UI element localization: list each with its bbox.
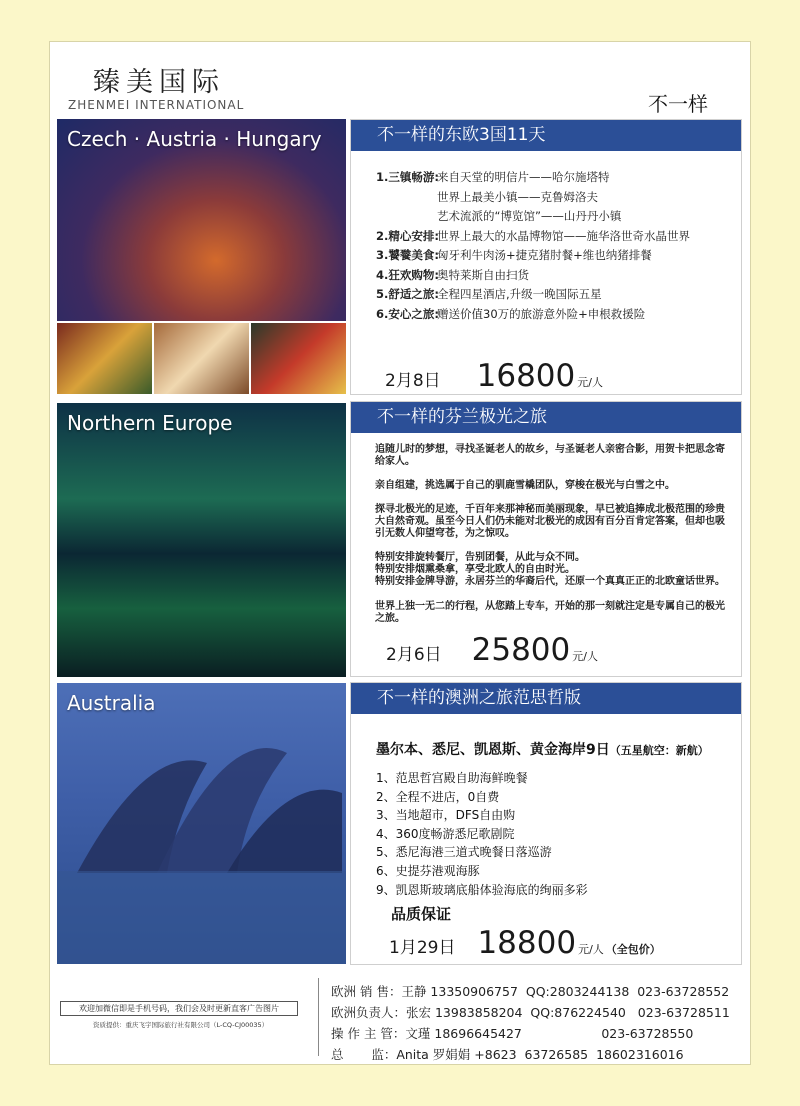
opera-house-silhouette [57,683,346,964]
footer-divider [318,978,319,1056]
price-unit: 元/人 [578,943,604,956]
route-text: 墨尔本、悉尼、凯恩斯、黄金海岸9日 [376,742,610,758]
highlight-item: 6、史提芬港观海豚 [376,863,480,878]
tour-highlights [376,168,690,324]
photo-title: Northern Europe [67,411,233,435]
contact-line: 操 作 主 管：文瑾 18696645427 023-63728550 [331,1026,694,1041]
tour-panel-australia [350,682,742,965]
price-value: 18800 [477,925,577,961]
highlight-item: 6.安心之旅: 赠送价值30万的旅游意外险+申根救援险 [376,306,646,321]
highlight-item: 5.舒适之旅: 全程四星酒店,升级一晚国际五星 [376,287,602,301]
photo-aurora [57,403,346,677]
tour-panel-east-europe [350,119,742,395]
highlight-item: 5、悉尼海港三道式晚餐日落巡游 [376,845,552,860]
contact-list [331,981,730,1065]
brand-logo-cn: 臻美国际 [93,67,225,98]
tour-title: 不一样的东欧3国11天 [351,120,741,151]
tour-highlights [376,769,588,899]
tour-title: 不一样的澳洲之旅范思哲版 [351,683,741,714]
price-value: 25800 [471,632,571,668]
highlight-item: 3.饕餮美食: 匈牙利牛肉汤+捷克猪肘餐+维也纳猪排餐 [376,248,652,262]
highlight-item: 艺术流派的“博览馆”——山丹丹小镇 [437,209,622,223]
route-note: （五星航空：新航） [609,744,709,757]
tour-paragraph: 追随儿时的梦想，寻找圣诞老人的故乡，与圣诞老人亲密合影，用贺卡把思念寄给家人。 [375,444,725,467]
photo-prague-square [57,119,346,321]
price-unit: 元/人 [577,376,603,389]
highlight-item: 1、范思哲宫殿自助海鲜晚餐 [376,771,528,785]
price-note: （全包价） [605,943,661,956]
photo-market-2 [154,323,249,394]
photo-market-3 [251,323,346,394]
tour-price [386,632,598,668]
tour-price [389,925,661,961]
quality-guarantee: 品质保证 [391,905,452,923]
tour-paragraph: 亲自组建，挑选属于自己的驯鹿雪橇团队，穿梭在极光与白雪之中。 [375,480,675,491]
price-value: 16800 [476,358,576,394]
highlight-item: 3、当地超市，DFS自由购 [376,808,516,823]
brand-tagline: 不一样 [648,92,708,116]
photo-sydney-opera-house [57,683,346,964]
tour-paragraph: 世界上独一无二的行程，从您踏上专车，开始的那一刻就注定是专属自己的极光之旅。 [375,601,725,624]
highlight-item: 4、360度畅游悉尼歌剧院 [376,826,515,841]
highlight-item: 9、凯恩斯玻璃底船体验海底的绚丽多彩 [376,882,588,897]
highlight-item: 2.精心安排: 世界上最大的水晶博物馆——施华洛世奇水晶世界 [376,228,690,243]
departure-date: 2月6日 [386,645,442,665]
highlight-item: 2、全程不进店，0自费 [376,789,500,804]
photo-title: Australia [67,691,156,715]
price-unit: 元/人 [572,650,598,663]
contact-line: 欧洲 销 售：王静 13350906757 QQ:2803244138 023-63728552 [331,984,730,999]
departure-date: 1月29日 [389,938,456,958]
highlight-item: 1.三镇畅游: 来自天堂的明信片——哈尔施塔特 [376,170,610,184]
agency-license: 资质提供：重庆飞宇国际旅行社有限公司（L-CQ-CJ00035） [93,1021,269,1029]
photo-title: Czech · Austria · Hungary [67,127,322,151]
highlight-item: 世界上最美小镇——克鲁姆洛夫 [437,189,598,204]
tour-paragraph: 探寻北极光的足迹，千百年来那神秘而美丽现象，早已被追捧成北极范围的珍贵大自然奇观。虽至今日人们仍未能对北极光的成因有百分百肯定答案，但却也吸引无数人仰望穹苍，为之惊叹。 [375,504,725,539]
wechat-notice: 欢迎加微信即是手机号码，我们会及时更新直客广告图片 [60,1001,298,1016]
photo-strip-market [57,323,346,394]
tour-route [376,739,709,759]
contact-line: 总 监：Anita 罗娟娟 +8623 63726585 18602316016 [331,1047,684,1062]
departure-date: 2月8日 [385,371,441,391]
tour-price [385,358,603,394]
brand-logo-en: ZHENMEI INTERNATIONAL [68,98,245,112]
photo-market-1 [57,323,152,394]
highlight-item: 4.狂欢购物: 奥特莱斯自由扫货 [376,267,529,282]
tour-paragraph: 特别安排旋转餐厅，告别团餐，从此与众不同。 特别安排烟熏桑拿，享受北欧人的自由时光。 特别安排金牌导游，永居芬兰的华裔后代，还原一个真真正正的北欧童话世界。 [375,552,725,587]
tour-panel-finland [350,401,742,677]
tour-title: 不一样的芬兰极光之旅 [351,402,741,433]
contact-line: 欧洲负责人：张宏 13983858204 QQ:876224540 023-63728511 [331,1005,730,1020]
